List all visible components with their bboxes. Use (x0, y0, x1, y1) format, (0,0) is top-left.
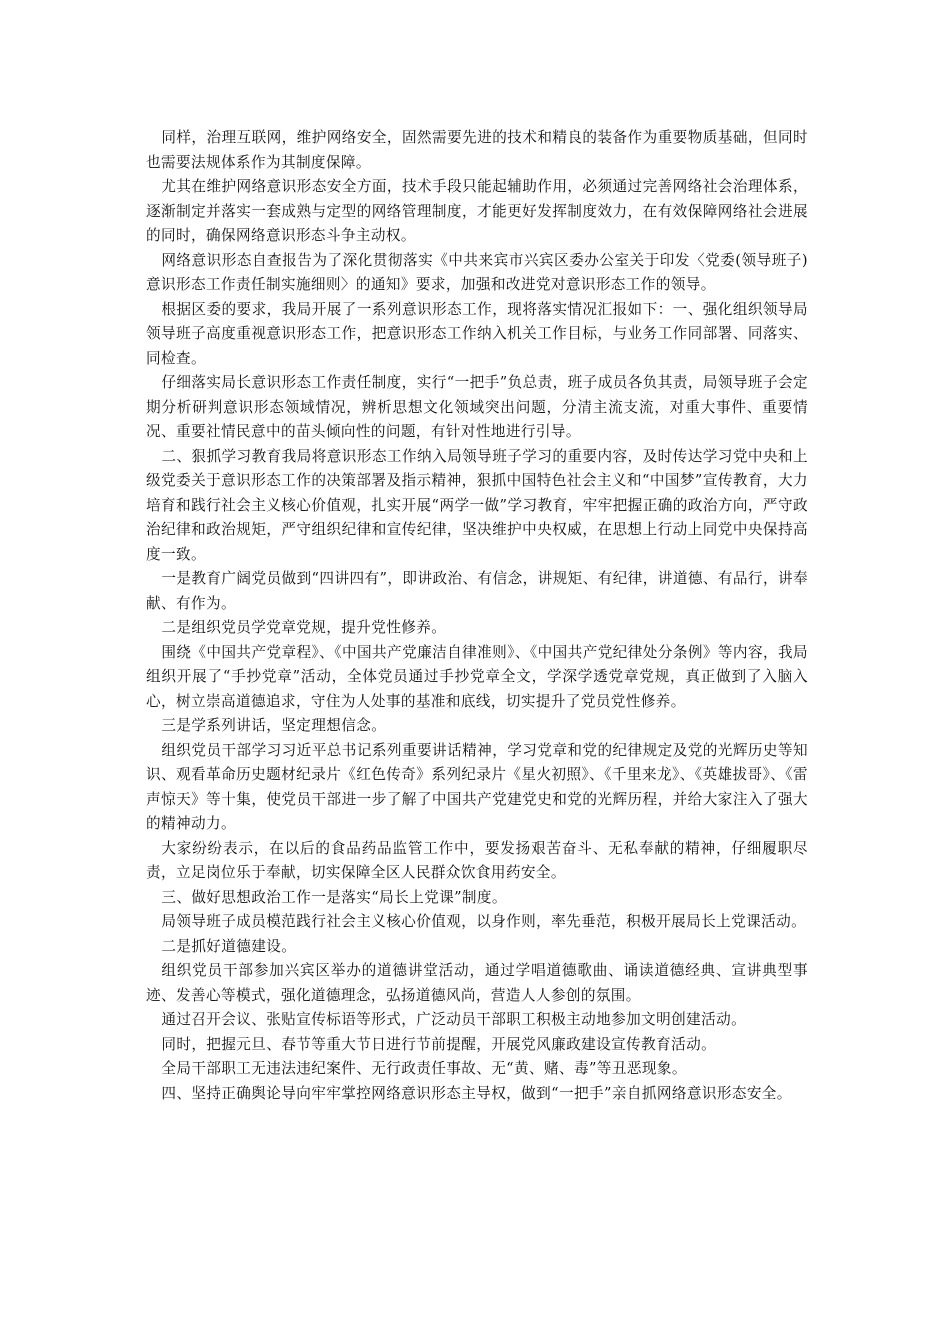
paragraph: 大家纷纷表示，在以后的食品药品监管工作中，要发扬艰苦奋斗、无私奉献的精神，仔细履职尽责，立足岗位乐于奉献，切实保障全区人民群众饮食用药安全。 (146, 839, 808, 881)
paragraph: 尤其在维护网络意识形态安全方面，技术手段只能起辅助作用，必须通过完善网络社会治理体系，逐渐制定并落实一套成熟与定型的网络管理制度，才能更好发挥制度效力，在有效保障网络社会进展的同时，确保网络意识形态斗争主动权。 (146, 178, 808, 244)
paragraph: 组织党员干部学习习近平总书记系列重要讲话精神，学习党章和党的纪律规定及党的光辉历史等知识、观看革命历史题材纪录片《红色传奇》系列纪录片《星火初照》、《千里来龙》、《英雄拔哥》、《雷声惊天》等十集，使党员干部进一步了解了中国共产党建党史和党的光辉历程，并给大家注入了强大的精神动力。 (146, 741, 808, 832)
paragraph: 组织党员干部参加兴宾区举办的道德讲堂活动，通过学唱道德歌曲、诵读道德经典、宣讲典型事迹、发善心等模式，强化道德理念，弘扬道德风尚，营造人人参创的氛围。 (146, 962, 808, 1004)
paragraph: 三、做好思想政治工作一是落实“局长上党课”制度。 (161, 888, 507, 906)
paragraph: 围绕《中国共产党章程》、《中国共产党廉洁自律准则》、《中国共产党纪律处分条例》等内容，我局组织开展了“手抄党章”活动，全体党员通过手抄党章全文，学深学透党章党规，真正做到了入脑入心，树立崇高道德追求，守住为人处事的基准和底线，切实提升了党员党性修养。 (146, 643, 808, 710)
paragraph: 一是教育广阔党员做到“四讲四有”，即讲政治、有信念，讲规矩、有纪律，讲道德、有品行，讲奉献、有作为。 (146, 570, 808, 612)
paragraph: 四、坚持正确舆论导向牢牢掌控网络意识形态主导权，做到“一把手”亲自抓网络意识形态安全。 (161, 1084, 792, 1102)
paragraph: 局领导班子成员模范践行社会主义核心价值观，以身作则，率先垂范，积极开展局长上党课活动。 (161, 913, 807, 930)
paragraph: 二是组织党员学党章党规，提升党性修养。 (161, 619, 447, 636)
paragraph: 仔细落实局长意识形态工作责任制度，实行“一把手”负总责，班子成员各负其责，局领导班子会定期分析研判意识形态领域情况，辨析思想文化领域突出问题，分清主流支流，对重大事件、重要情况、重要社情民意中的苗头倾向性的问题，有针对性地进行引导。 (146, 374, 808, 440)
paragraph: 同时，把握元旦、春节等重大节日进行节前提醒，开展党风廉政建设宣传教育活动。 (161, 1035, 717, 1053)
paragraph: 通过召开会议、张贴宣传标语等形式，广泛动员干部职工积极主动地参加文明创建活动。 (161, 1011, 747, 1028)
paragraph: 网络意识形态自查报告为了深化贯彻落实《中共来宾市兴宾区委办公室关于印发〈党委(领导班子)意识形态工作责任制实施细则〉的通知》要求，加强和改进党对意识形态工作的领导。 (146, 251, 808, 293)
document-body (146, 126, 808, 1106)
paragraph: 三是学系列讲话，坚定理想信念。 (161, 717, 387, 734)
paragraph: 同样，治理互联网，维护网络安全，固然需要先进的技术和精良的装备作为重要物质基础，但同时也需要法规体系作为其制度保障。 (146, 129, 808, 171)
paragraph: 二、狠抓学习教育我局将意识形态工作纳入局领导班子学习的重要内容，及时传达学习党中央和上级党委关于意识形态工作的决策部署及指示精神，狠抓中国特色社会主义和“中国梦”宣传教育，大力培育和践行社会主义核心价值观，扎实开展“两学一做”学习教育，牢牢把握正确的政治方向，严守政治纪律和政治规矩，严守组织纪律和宣传纪律，坚决维护中央权威，在思想上行动上同党中央保持高度一致。 (146, 447, 808, 563)
paragraph: 二是抓好道德建设。 (161, 937, 297, 955)
paragraph: 根据区委的要求，我局开展了一系列意识形态工作，现将落实情况汇报如下：一、强化组织领导局领导班子高度重视意识形态工作，把意识形态工作纳入机关工作目标，与业务工作同部署、同落实、同检查。 (146, 300, 808, 367)
paragraph: 全局干部职工无违法违纪案件、无行政责任事故、无“黄、赌、毒”等丑恶现象。 (161, 1060, 687, 1077)
